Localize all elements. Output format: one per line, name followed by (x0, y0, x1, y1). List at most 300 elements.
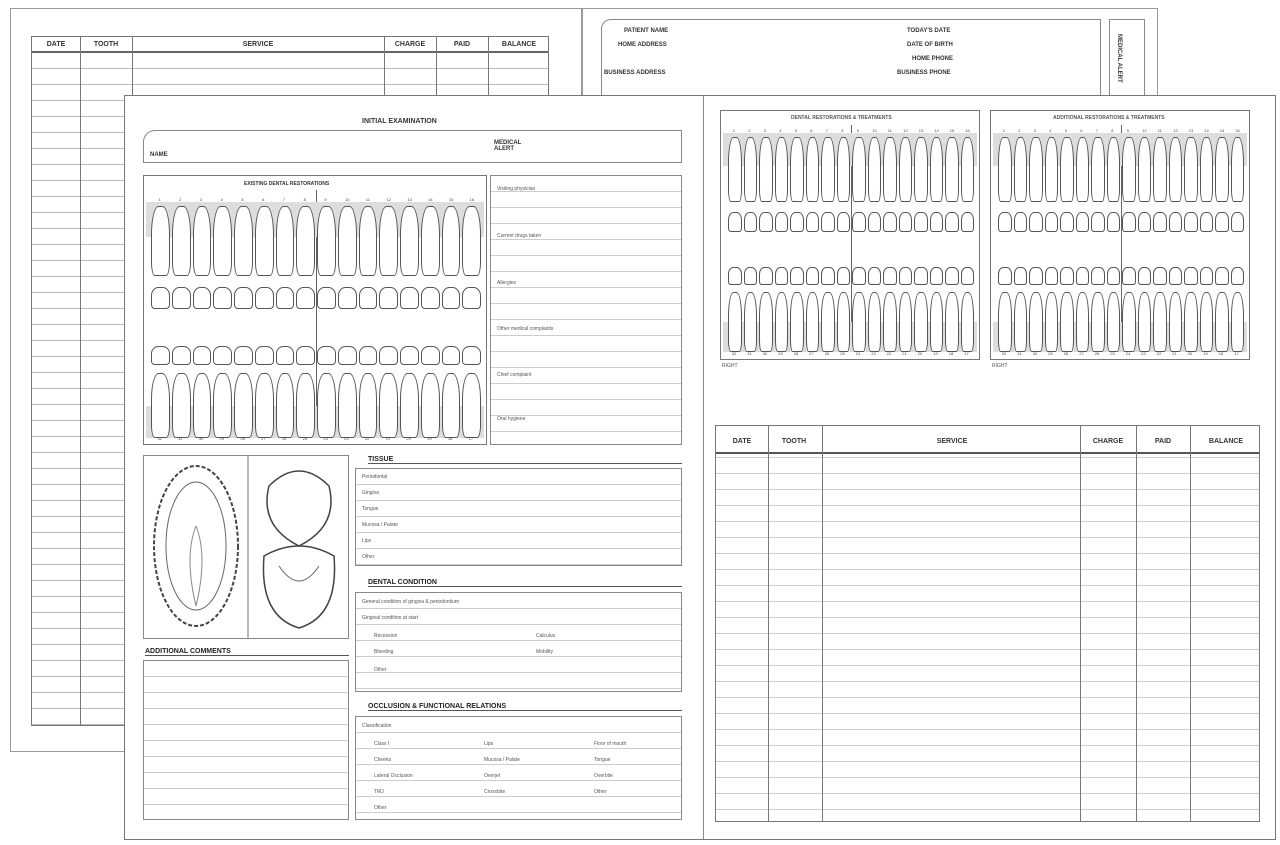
tooth[interactable] (744, 292, 758, 352)
medical-alert-tab (1109, 19, 1145, 105)
tooth-number: 8 (303, 197, 306, 202)
tooth[interactable] (442, 206, 461, 276)
tooth[interactable] (151, 346, 170, 365)
occlusion-option: TMJ (374, 789, 384, 795)
tooth[interactable] (1215, 267, 1229, 285)
col-service: SERVICE (242, 41, 274, 48)
tooth-number: 2 (1018, 128, 1021, 133)
col-tooth: TOOTH (93, 41, 119, 48)
condition-option: Calculus (536, 633, 556, 639)
tooth[interactable] (296, 206, 315, 276)
tooth[interactable] (338, 287, 357, 309)
tooth[interactable] (1231, 212, 1245, 232)
tooth[interactable] (868, 212, 882, 232)
tooth[interactable] (899, 292, 913, 352)
tooth-number: 17 (468, 436, 474, 441)
tooth[interactable] (852, 212, 866, 232)
tooth[interactable] (821, 212, 835, 232)
tooth[interactable] (379, 346, 398, 365)
tooth-number: 6 (262, 197, 265, 202)
tooth[interactable] (193, 287, 212, 309)
tooth-number: 14 (428, 197, 433, 202)
tooth[interactable] (296, 346, 315, 365)
tooth[interactable] (296, 287, 315, 309)
tooth[interactable] (821, 137, 835, 202)
tooth[interactable] (276, 373, 295, 438)
tooth-number: 26 (824, 351, 830, 356)
tooth[interactable] (759, 212, 773, 232)
tooth[interactable] (359, 287, 378, 309)
tooth-number: 28 (1063, 351, 1069, 356)
tooth-number: 1 (1002, 128, 1005, 133)
tooth[interactable] (193, 346, 212, 365)
tooth[interactable] (317, 346, 336, 365)
tooth-number: 1 (158, 197, 161, 202)
tooth[interactable] (1231, 292, 1245, 352)
tooth[interactable] (172, 206, 191, 276)
tooth[interactable] (1029, 212, 1043, 232)
tooth[interactable] (1169, 212, 1183, 232)
tooth-number: 9 (856, 128, 859, 133)
tooth[interactable] (172, 287, 191, 309)
tooth[interactable] (1215, 292, 1229, 352)
tooth[interactable] (1169, 292, 1183, 352)
note-label: Visiting physician (497, 186, 536, 192)
tooth[interactable] (1153, 137, 1167, 202)
tooth[interactable] (1153, 212, 1167, 232)
tooth[interactable] (945, 267, 959, 285)
tooth-number: 21 (1172, 351, 1177, 356)
tooth[interactable] (759, 292, 773, 352)
tooth[interactable] (1029, 137, 1043, 202)
col-charge: CHARGE (394, 41, 426, 48)
tooth-number: 14 (1204, 128, 1209, 133)
tooth[interactable] (1076, 137, 1090, 202)
tooth[interactable] (462, 373, 481, 438)
tooth[interactable] (1122, 292, 1136, 352)
tooth[interactable] (744, 212, 758, 232)
tooth[interactable] (462, 287, 481, 309)
tooth[interactable] (744, 137, 758, 202)
tooth[interactable] (213, 373, 232, 438)
tooth-number: 22 (886, 351, 892, 356)
tooth[interactable] (961, 212, 975, 232)
tooth[interactable] (151, 373, 170, 438)
tooth-number: 32 (1001, 351, 1007, 356)
tooth[interactable] (961, 137, 975, 202)
tooth[interactable] (914, 267, 928, 285)
col-paid: PAID (453, 41, 471, 48)
tooth-number: 4 (779, 128, 782, 133)
occlusion-section (355, 716, 682, 820)
tooth[interactable] (1107, 292, 1121, 352)
tooth[interactable] (338, 346, 357, 365)
tissue-row: Periodontal (362, 474, 388, 480)
tooth[interactable] (1014, 212, 1028, 232)
additional-comments-field[interactable] (143, 660, 349, 820)
tooth-number: 10 (872, 128, 877, 133)
tooth[interactable] (1060, 137, 1074, 202)
tooth[interactable] (930, 137, 944, 202)
oral-diagram (143, 455, 349, 639)
tooth[interactable] (1091, 292, 1105, 352)
medical-alert-label: MEDICAL ALERT (494, 140, 522, 152)
tooth[interactable] (1107, 212, 1121, 232)
tooth[interactable] (1215, 137, 1229, 202)
tab-label: MEDICAL ALERT (1116, 34, 1122, 83)
tooth[interactable] (899, 137, 913, 202)
tooth[interactable] (945, 292, 959, 352)
tooth[interactable] (193, 373, 212, 438)
tooth[interactable] (790, 267, 804, 285)
tooth[interactable] (852, 267, 866, 285)
tooth[interactable] (1153, 267, 1167, 285)
tooth[interactable] (883, 267, 897, 285)
tooth-number: 14 (934, 128, 939, 133)
condition-row: Gingival condition at start (362, 615, 419, 621)
tooth[interactable] (213, 346, 232, 365)
tooth[interactable] (1045, 212, 1059, 232)
tooth[interactable] (759, 267, 773, 285)
patient-info-box (601, 19, 1101, 105)
tooth[interactable] (837, 267, 851, 285)
note-label: Other medical complaints (497, 326, 554, 332)
tooth[interactable] (172, 346, 191, 365)
business-address-label: BUSINESS ADDRESS (604, 70, 666, 76)
tooth-number: 7 (282, 197, 286, 202)
tooth[interactable] (1200, 267, 1214, 285)
tooth-number: 16 (1235, 128, 1240, 133)
tooth-number: 3 (199, 197, 203, 202)
tooth[interactable] (790, 292, 804, 352)
tooth[interactable] (1169, 267, 1183, 285)
tooth[interactable] (945, 137, 959, 202)
tooth[interactable] (744, 267, 758, 285)
tooth-number: 23 (1141, 351, 1146, 356)
tooth[interactable] (1045, 292, 1059, 352)
tooth[interactable] (1169, 137, 1183, 202)
tooth[interactable] (914, 137, 928, 202)
tooth[interactable] (1184, 267, 1198, 285)
tooth-number: 31 (178, 436, 183, 441)
tooth[interactable] (806, 137, 820, 202)
tooth-number: 5 (1064, 128, 1067, 133)
tooth-number: 12 (1173, 128, 1178, 133)
tooth[interactable] (400, 287, 419, 309)
tooth[interactable] (1091, 137, 1105, 202)
tooth-number: 23 (344, 436, 349, 441)
tooth[interactable] (462, 206, 481, 276)
tooth[interactable] (317, 206, 336, 276)
tooth[interactable] (1184, 137, 1198, 202)
tooth[interactable] (1014, 292, 1028, 352)
tooth[interactable] (930, 292, 944, 352)
tooth-chart-title: EXISTING DENTAL RESTORATIONS (244, 181, 330, 187)
tooth[interactable] (1122, 212, 1136, 232)
tooth[interactable] (868, 267, 882, 285)
tooth[interactable] (379, 287, 398, 309)
tooth[interactable] (400, 346, 419, 365)
col-balance: BALANCE (1208, 438, 1244, 445)
col-balance: BALANCE (501, 41, 537, 48)
tooth-number: 22 (364, 436, 370, 441)
tooth[interactable] (213, 287, 232, 309)
tooth[interactable] (1138, 212, 1152, 232)
tooth-number: 28 (793, 351, 799, 356)
note-label: Current drugs taken (497, 233, 542, 239)
tooth-number: 10 (1142, 128, 1147, 133)
tooth-number: 9 (1126, 128, 1129, 133)
tooth[interactable] (1107, 137, 1121, 202)
tooth-number: 12 (903, 128, 908, 133)
tooth[interactable] (379, 206, 398, 276)
tooth[interactable] (945, 212, 959, 232)
tooth[interactable] (338, 206, 357, 276)
tooth[interactable] (914, 212, 928, 232)
tooth-number: 17 (964, 351, 969, 356)
tooth[interactable] (442, 373, 461, 438)
tooth-number: 13 (1188, 128, 1194, 133)
tooth[interactable] (1029, 292, 1043, 352)
name-label: NAME (150, 152, 168, 158)
tooth-number: 6 (1080, 128, 1083, 133)
tooth-number: 10 (345, 197, 350, 202)
tooth[interactable] (172, 373, 191, 438)
tooth[interactable] (421, 373, 440, 438)
tooth-number: 11 (1157, 128, 1162, 133)
tooth[interactable] (961, 292, 975, 352)
tooth[interactable] (998, 212, 1012, 232)
tooth[interactable] (1014, 137, 1028, 202)
tooth[interactable] (1029, 267, 1043, 285)
occlusion-row: Classification (362, 723, 392, 729)
tooth[interactable] (421, 346, 440, 365)
tooth[interactable] (421, 287, 440, 309)
tooth[interactable] (759, 137, 773, 202)
page-fold (703, 96, 704, 839)
tooth[interactable] (1200, 137, 1214, 202)
tooth-number: 7 (1095, 128, 1098, 133)
condition-option: Recession (374, 633, 398, 639)
tooth[interactable] (930, 267, 944, 285)
tooth[interactable] (151, 287, 170, 309)
tooth-number: 17 (1234, 351, 1239, 356)
tooth[interactable] (775, 267, 789, 285)
tooth[interactable] (1091, 212, 1105, 232)
tooth[interactable] (914, 292, 928, 352)
tooth[interactable] (775, 212, 789, 232)
tooth[interactable] (1138, 292, 1152, 352)
tooth[interactable] (806, 212, 820, 232)
tooth[interactable] (837, 292, 851, 352)
tooth[interactable] (775, 137, 789, 202)
tooth[interactable] (255, 373, 274, 438)
tooth[interactable] (338, 373, 357, 438)
tooth[interactable] (359, 373, 378, 438)
tooth[interactable] (1060, 212, 1074, 232)
tooth-number: 30 (1032, 351, 1038, 356)
tooth-number: 26 (281, 436, 287, 441)
tooth[interactable] (317, 373, 336, 438)
tooth[interactable] (728, 292, 742, 352)
tooth[interactable] (317, 287, 336, 309)
tooth[interactable] (442, 346, 461, 365)
tooth[interactable] (359, 206, 378, 276)
tooth[interactable] (790, 137, 804, 202)
tooth[interactable] (1200, 292, 1214, 352)
tissue-row: Mucosa / Palate (362, 522, 398, 528)
tooth-number: 18 (447, 436, 453, 441)
tooth[interactable] (790, 212, 804, 232)
condition-row: General condition of gingiva & periodontium (362, 599, 460, 605)
tooth-number: 27 (809, 351, 814, 356)
tooth[interactable] (276, 287, 295, 309)
tooth[interactable] (193, 206, 212, 276)
tooth-number: 19 (1203, 351, 1208, 356)
tissue-title: TISSUE (368, 456, 682, 464)
business-phone-label: BUSINESS PHONE (897, 70, 951, 76)
tooth[interactable] (1138, 137, 1152, 202)
tooth-number: 19 (933, 351, 938, 356)
todays-date-label: TODAY'S DATE (907, 28, 951, 34)
tooth[interactable] (775, 292, 789, 352)
tooth[interactable] (255, 206, 274, 276)
occlusion-option: Crossbite (484, 789, 506, 795)
condition-option: Other (374, 667, 387, 673)
tooth[interactable] (1045, 137, 1059, 202)
tooth[interactable] (1076, 267, 1090, 285)
tooth[interactable] (255, 346, 274, 365)
tooth-number: 13 (918, 128, 924, 133)
tooth[interactable] (1060, 292, 1074, 352)
tooth[interactable] (1153, 292, 1167, 352)
tooth[interactable] (1076, 212, 1090, 232)
tooth[interactable] (1076, 292, 1090, 352)
tooth-number: 16 (469, 197, 475, 202)
tooth-number: 29 (1048, 351, 1053, 356)
tooth[interactable] (379, 373, 398, 438)
tooth-number: 2 (748, 128, 751, 133)
tooth-number: 32 (731, 351, 737, 356)
tooth[interactable] (930, 212, 944, 232)
tooth[interactable] (1122, 267, 1136, 285)
tooth[interactable] (1184, 212, 1198, 232)
tooth[interactable] (821, 292, 835, 352)
tooth[interactable] (296, 373, 315, 438)
tooth[interactable] (276, 206, 295, 276)
tooth[interactable] (359, 346, 378, 365)
tooth[interactable] (899, 212, 913, 232)
chart1-side-label: RIGHT (722, 363, 738, 369)
tooth[interactable] (883, 212, 897, 232)
tooth[interactable] (1231, 137, 1245, 202)
tooth[interactable] (1045, 267, 1059, 285)
tooth-number: 29 (219, 436, 225, 441)
chart2-side-label: RIGHT (992, 363, 1008, 369)
tooth[interactable] (276, 346, 295, 365)
tooth-number: 24 (1125, 351, 1131, 356)
occlusion-option: Lateral Occlusion (374, 773, 413, 779)
tooth[interactable] (998, 267, 1012, 285)
tooth[interactable] (883, 292, 897, 352)
tooth[interactable] (728, 137, 742, 202)
tooth[interactable] (1014, 267, 1028, 285)
name-box (143, 130, 682, 163)
tooth-number: 30 (198, 436, 204, 441)
tooth[interactable] (234, 206, 253, 276)
tooth[interactable] (234, 373, 253, 438)
tooth[interactable] (961, 267, 975, 285)
tooth-number: 24 (855, 351, 861, 356)
tooth[interactable] (234, 346, 253, 365)
tooth-number: 28 (240, 436, 245, 441)
tooth-number: 19 (427, 436, 432, 441)
occlusion-option: Overjet (484, 773, 501, 779)
tooth[interactable] (899, 267, 913, 285)
tooth[interactable] (852, 137, 866, 202)
tooth-number: 6 (810, 128, 813, 133)
tooth[interactable] (821, 267, 835, 285)
tooth[interactable] (1215, 212, 1229, 232)
tooth[interactable] (998, 292, 1012, 352)
dental-condition-section (355, 592, 682, 692)
tooth[interactable] (400, 373, 419, 438)
tooth[interactable] (868, 137, 882, 202)
tooth[interactable] (806, 267, 820, 285)
tissue-row: Lips (362, 538, 372, 544)
tooth[interactable] (837, 137, 851, 202)
tooth[interactable] (234, 287, 253, 309)
tooth[interactable] (462, 346, 481, 365)
tooth[interactable] (151, 206, 170, 276)
condition-option: Mobility (536, 649, 553, 655)
tooth[interactable] (1122, 137, 1136, 202)
tooth[interactable] (1184, 292, 1198, 352)
tooth[interactable] (998, 137, 1012, 202)
tooth-number: 23 (871, 351, 876, 356)
tooth[interactable] (728, 212, 742, 232)
tooth[interactable] (837, 212, 851, 232)
tooth[interactable] (728, 267, 742, 285)
tooth[interactable] (1060, 267, 1074, 285)
tooth[interactable] (852, 292, 866, 352)
tooth-number: 8 (841, 128, 844, 133)
col-date: DATE (46, 41, 66, 48)
tooth-number: 15 (1219, 128, 1225, 133)
tooth[interactable] (1200, 212, 1214, 232)
tooth[interactable] (868, 292, 882, 352)
tissue-row: Tongue (362, 506, 379, 512)
tooth[interactable] (1091, 267, 1105, 285)
dob-label: DATE OF BIRTH (907, 42, 953, 48)
occlusion-option: Other (594, 789, 607, 795)
tooth[interactable] (1231, 267, 1245, 285)
note-label: Allergies (497, 280, 517, 286)
tooth[interactable] (213, 206, 232, 276)
tooth-number: 22 (1156, 351, 1162, 356)
tooth-number: 31 (1017, 351, 1022, 356)
medical-notes (490, 175, 682, 445)
tooth-number: 30 (762, 351, 768, 356)
tooth[interactable] (883, 137, 897, 202)
tooth[interactable] (255, 287, 274, 309)
tooth[interactable] (1107, 267, 1121, 285)
tooth[interactable] (1138, 267, 1152, 285)
tooth[interactable] (400, 206, 419, 276)
tooth[interactable] (442, 287, 461, 309)
tooth[interactable] (421, 206, 440, 276)
tooth[interactable] (806, 292, 820, 352)
